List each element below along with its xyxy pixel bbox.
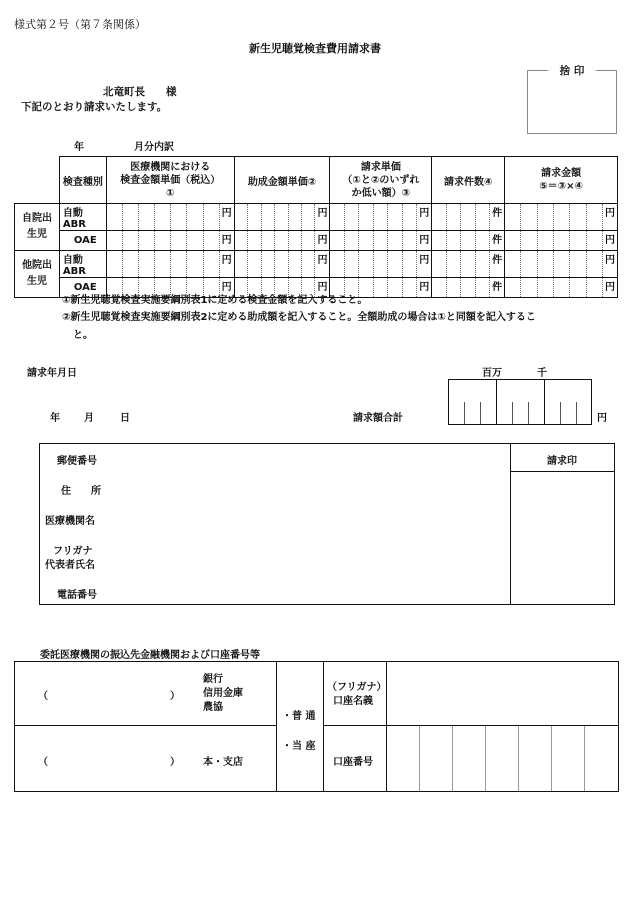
applicant-box bbox=[39, 443, 615, 605]
date-month: 月 bbox=[84, 413, 94, 424]
representative-field[interactable] bbox=[120, 539, 500, 571]
branch-paren-open: （ bbox=[38, 757, 48, 768]
bank-name-paren-close: ） bbox=[170, 691, 180, 702]
furigana-label: フリガナ bbox=[53, 546, 93, 557]
date-year: 年 bbox=[50, 413, 60, 424]
blank-corner bbox=[15, 157, 60, 204]
amount-input[interactable]: 円 bbox=[505, 204, 618, 231]
test-price-input[interactable]: 円 bbox=[106, 278, 234, 298]
addressee: 北竜町長 様 bbox=[103, 86, 177, 98]
request-date-label: 請求年月日 bbox=[27, 368, 77, 379]
bank-name-paren-open: （ bbox=[38, 691, 48, 702]
breakdown-month: 月分内訳 bbox=[134, 142, 174, 153]
table-row bbox=[15, 251, 618, 278]
total-thousand-label: 千 bbox=[537, 368, 547, 379]
claim-price-input[interactable]: 円 bbox=[330, 231, 432, 251]
note-2: ②新生児聴覚検査実施要綱別表2に定める助成額を記入すること。全額助成の場合は①と同額を記入するこ bbox=[62, 312, 536, 323]
row-label: 自動ABR bbox=[59, 204, 106, 231]
postal-label: 郵便番号 bbox=[57, 456, 97, 467]
row-label: 自動ABR bbox=[59, 251, 106, 278]
intro-text: 下記のとおり請求いたします。 bbox=[21, 101, 168, 113]
stamp-area[interactable] bbox=[511, 472, 614, 604]
address-field[interactable] bbox=[120, 476, 500, 500]
form-number: 様式第２号（第７条関係） bbox=[14, 18, 146, 31]
count-input[interactable]: 件 bbox=[432, 231, 505, 251]
institution-field[interactable] bbox=[120, 506, 500, 530]
address-label: 住 所 bbox=[61, 486, 101, 497]
amount-input[interactable]: 円 bbox=[505, 251, 618, 278]
total-million-label: 百万 bbox=[482, 368, 502, 379]
group-own-birth: 自院出 生児 bbox=[15, 204, 60, 251]
bank-section-title: 委託医療機関の振込先金融機関および口座番号等 bbox=[40, 650, 260, 661]
breakdown-year: 年 bbox=[74, 142, 84, 153]
branch-paren-close: ） bbox=[170, 757, 180, 768]
table-row bbox=[15, 204, 618, 231]
date-day: 日 bbox=[120, 413, 130, 424]
subsidy-price-input[interactable]: 円 bbox=[234, 278, 330, 298]
phone-field[interactable] bbox=[120, 580, 500, 602]
holder-label: （フリガナ） 口座名義 bbox=[327, 682, 387, 707]
page-title: 新生児聴覚検査費用請求書 bbox=[249, 42, 381, 55]
total-label: 請求額合計 bbox=[353, 413, 403, 424]
subsidy-price-input[interactable]: 円 bbox=[234, 231, 330, 251]
claim-price-input[interactable]: 円 bbox=[330, 278, 432, 298]
header-count: 請求件数④ bbox=[432, 157, 505, 204]
postal-field[interactable] bbox=[120, 446, 500, 470]
header-claim-price: 請求単価 （①と②のいずれ か低い額）③ bbox=[330, 157, 432, 204]
total-amount-input[interactable] bbox=[448, 379, 592, 425]
subsidy-price-input[interactable]: 円 bbox=[234, 204, 330, 231]
stamp-label: 請求印 bbox=[547, 456, 577, 467]
header-test-price: 医療機関における 検査金額単価（税込） ① bbox=[106, 157, 234, 204]
row-label: OAE bbox=[59, 278, 106, 298]
amount-input[interactable]: 円 bbox=[505, 278, 618, 298]
note-1: ①新生児聴覚検査実施要綱別表1に定める検査金額を記入すること。 bbox=[62, 295, 368, 306]
header-subsidy-price: 助成金額単価② bbox=[234, 157, 330, 204]
branch-label: 本・支店 bbox=[203, 757, 243, 768]
request-table bbox=[14, 156, 618, 298]
institution-label: 医療機関名 bbox=[45, 516, 95, 527]
count-input[interactable]: 件 bbox=[432, 204, 505, 231]
seal-box[interactable] bbox=[527, 65, 617, 134]
bank-name-field[interactable] bbox=[51, 680, 171, 706]
amount-input[interactable]: 円 bbox=[505, 231, 618, 251]
claim-price-input[interactable]: 円 bbox=[330, 251, 432, 278]
account-holder-field[interactable] bbox=[387, 663, 617, 724]
bank-type-list: 銀行 信用金庫 農協 bbox=[203, 674, 243, 713]
representative-label: 代表者氏名 bbox=[45, 560, 95, 571]
test-price-input[interactable]: 円 bbox=[106, 204, 234, 231]
table-row bbox=[15, 231, 618, 251]
account-type-ordinary: ・普 通 bbox=[282, 711, 316, 722]
bank-box bbox=[14, 661, 619, 792]
group-other-birth: 他院出 生児 bbox=[15, 251, 60, 298]
row-label: OAE bbox=[59, 231, 106, 251]
note-2-cont: と。 bbox=[73, 330, 93, 341]
branch-field[interactable] bbox=[51, 746, 171, 772]
test-price-input[interactable]: 円 bbox=[106, 231, 234, 251]
test-price-input[interactable]: 円 bbox=[106, 251, 234, 278]
header-amount: 請求金額 ⑤＝③×④ bbox=[505, 157, 618, 204]
phone-label: 電話番号 bbox=[57, 590, 97, 601]
seal-label: 捨 印 bbox=[548, 63, 596, 78]
subsidy-price-input[interactable]: 円 bbox=[234, 251, 330, 278]
header-exam-type: 検査種別 bbox=[59, 157, 106, 204]
account-number-label: 口座番号 bbox=[333, 757, 373, 768]
count-input[interactable]: 件 bbox=[432, 251, 505, 278]
account-number-field[interactable] bbox=[387, 726, 617, 790]
claim-price-input[interactable]: 円 bbox=[330, 204, 432, 231]
total-unit: 円 bbox=[597, 413, 607, 424]
count-input[interactable]: 件 bbox=[432, 278, 505, 298]
account-type-current: ・当 座 bbox=[282, 741, 316, 752]
